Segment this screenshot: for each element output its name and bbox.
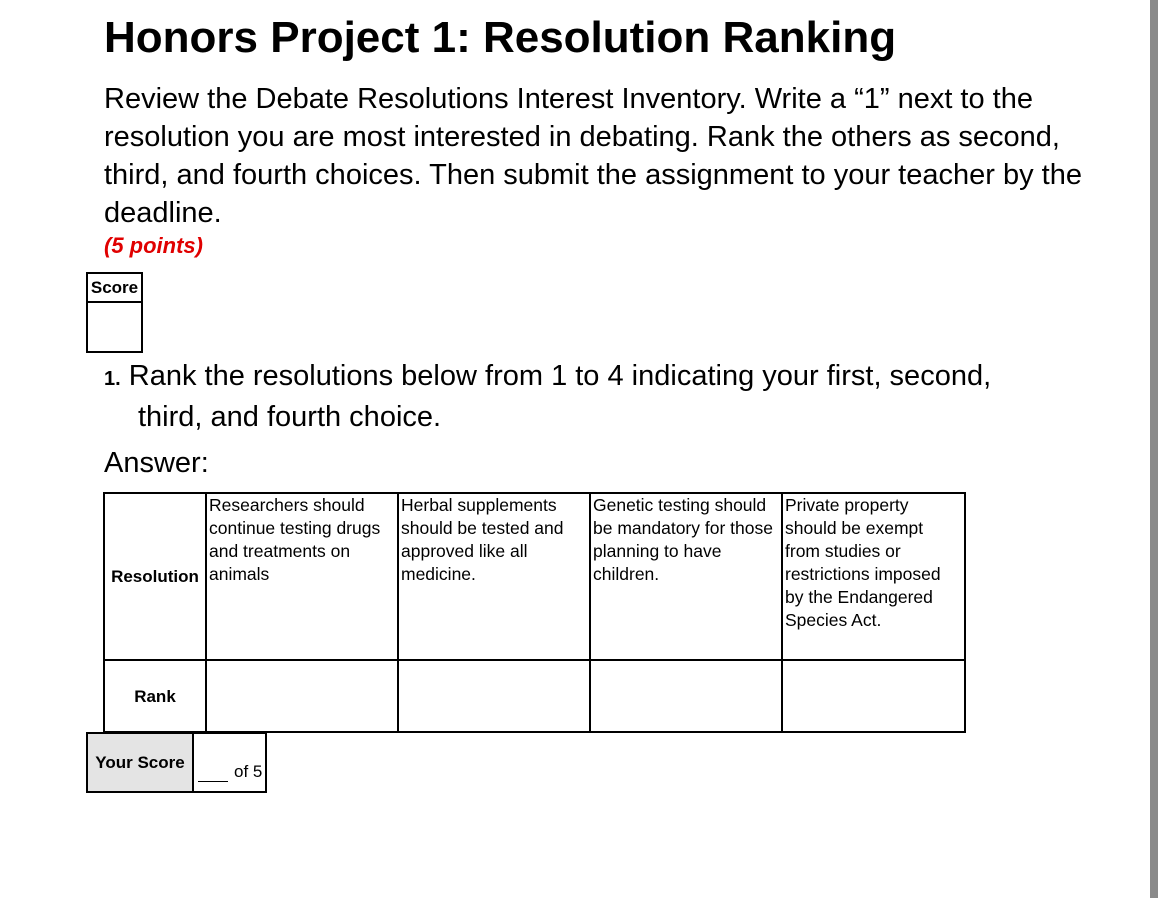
resolution-row xyxy=(104,493,965,660)
resolution-2: Herbal supplements should be tested and approved like all medicine. xyxy=(398,493,590,660)
score-blank xyxy=(198,763,228,782)
resolution-header: Resolution xyxy=(104,493,206,660)
rank-input-4[interactable] xyxy=(782,660,965,732)
answer-label: Answer: xyxy=(104,447,209,479)
score-entry[interactable] xyxy=(88,303,141,353)
rank-input-2[interactable] xyxy=(398,660,590,732)
your-score-table xyxy=(86,732,267,793)
rank-input-1[interactable] xyxy=(206,660,398,732)
resolution-4: Private property should be exempt from studies or restrictions imposed by the Endangered Species Act. xyxy=(782,493,965,660)
rank-input-3[interactable] xyxy=(590,660,782,732)
rank-header: Rank xyxy=(104,660,206,732)
points-label: (5 points) xyxy=(104,233,203,258)
resolution-3: Genetic testing should be mandatory for those planning to have children. xyxy=(590,493,782,660)
question-1 xyxy=(104,357,1038,436)
resolution-1: Researchers should continue testing drugs and treatments on animals xyxy=(206,493,398,660)
score-label: Score xyxy=(88,274,141,303)
page-title: Honors Project 1: Resolution Ranking xyxy=(104,13,897,62)
scrollbar[interactable] xyxy=(1150,0,1158,898)
your-score-label: Your Score xyxy=(87,733,193,792)
score-box xyxy=(86,272,143,353)
your-score-value xyxy=(193,733,266,792)
question-number: 1. xyxy=(104,368,121,390)
ranking-table xyxy=(103,492,966,733)
score-suffix: of 5 xyxy=(234,762,263,781)
instructions: Review the Debate Resolutions Interest Inventory. Write a “1” next to the resolution you are most interested in debating. Rank the others as second, third, and fourth choices. Then submit the assignment to your teacher by the deadline. xyxy=(104,83,1082,229)
question-text: Rank the resolutions below from 1 to 4 indicating your first, second, third, and fourth choice. xyxy=(128,360,992,433)
rank-row xyxy=(104,660,965,732)
